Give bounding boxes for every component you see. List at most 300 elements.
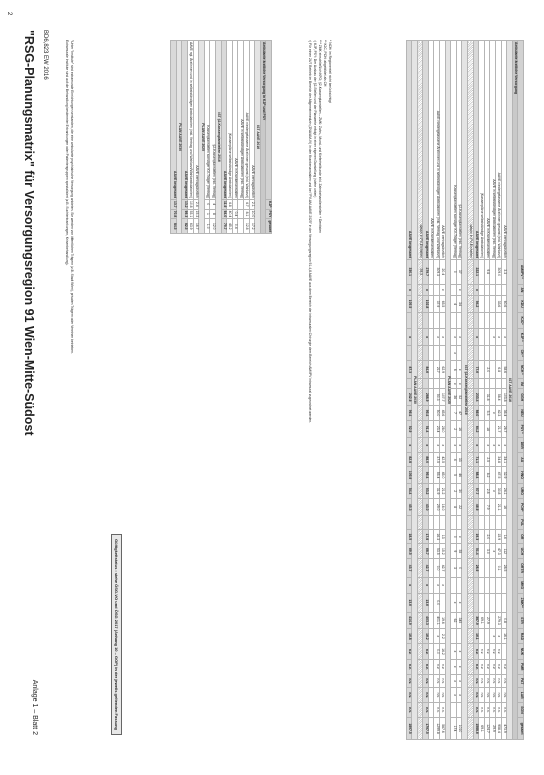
- table-cell: 88.4: [473, 467, 479, 484]
- table-row: [468, 41, 474, 740]
- table-cell: [468, 559, 474, 577]
- row-label: AAVE vertragsärztlich: [193, 41, 199, 200]
- table-cell: 2.0: [484, 361, 490, 379]
- table-cell: [456, 702, 462, 717]
- table-cell: 5.3: [484, 406, 490, 421]
- table-cell: [490, 577, 496, 593]
- table-cell: [479, 544, 485, 559]
- table-cell: 63.9: [188, 219, 194, 234]
- table-cell: [434, 516, 440, 530]
- table-cell: [406, 346, 412, 361]
- column-header: CH *: [518, 346, 524, 361]
- table-cell: [501, 284, 507, 296]
- table-cell: [490, 516, 496, 530]
- table-cell: [479, 467, 485, 484]
- table-cell: [417, 702, 423, 717]
- table-cell: 10.0: [250, 210, 255, 218]
- table-cell: 29.9: [490, 718, 496, 740]
- table-cell: 37.9: [434, 296, 440, 313]
- table-cell: 88.0: [423, 453, 429, 467]
- table-row: [428, 41, 434, 740]
- table-cell: 9.8: [484, 259, 490, 284]
- table-cell: 19.6: [440, 612, 446, 629]
- footnote-line: ¹) KJP, PSY: Der Ausbau der §2-Stellen und der Planwerte erfolgt in einer eigenen Darstellung (siehe unten): [313, 40, 317, 198]
- table-cell: n.v.: [406, 688, 412, 703]
- table-cell: [417, 577, 423, 593]
- table-row: [479, 41, 485, 740]
- table-cell: 473.9: [501, 718, 507, 740]
- table-cell: [468, 312, 474, 328]
- table-cell: n.v.: [434, 659, 440, 674]
- table-cell: [417, 329, 423, 346]
- table-cell: 34.8: [496, 453, 502, 467]
- row-label: AAVE ngl. Ärztinnen und in selbstständigen Ambulatorien (inkl. Vertrag und Wahlarzt/Wahlambulatorien): [189, 42, 194, 198]
- table-cell: x: [434, 577, 440, 593]
- table-cell: 96.4: [406, 406, 412, 421]
- table-cell: [468, 420, 474, 437]
- table-cell: 28.6: [473, 559, 479, 577]
- table-cell: [417, 361, 423, 379]
- column-header: KJP *: [518, 329, 524, 346]
- total-row: [182, 41, 188, 234]
- table-cell: 6: [451, 361, 457, 379]
- table-cell: n.v.: [406, 702, 412, 717]
- table-cell: 16: [501, 499, 507, 516]
- table-cell: [496, 516, 502, 530]
- table-cell: 8.1: [244, 209, 250, 219]
- subsection-row: [462, 41, 468, 740]
- table-cell: 65.5: [440, 296, 446, 313]
- column-header: HNO: [518, 467, 524, 484]
- table-cell: [468, 259, 474, 284]
- table-cell: [496, 312, 502, 328]
- row-label: davon in PV-Einheiten: [417, 41, 423, 260]
- table-cell: 43.7: [406, 559, 412, 577]
- table-cell: 8.2: [484, 467, 490, 484]
- row-label: AAVE in selbstständigen Ambulatorien (inkl. Vertrag): [238, 41, 244, 200]
- table-cell: [428, 577, 434, 593]
- table-cell: n.v.: [434, 688, 440, 703]
- table-cell: 47.3: [496, 544, 502, 559]
- table-cell: x: [440, 438, 446, 453]
- table-cell: 46: [456, 467, 462, 484]
- table-cell: 401.1: [434, 612, 440, 629]
- table-cell: [440, 312, 446, 328]
- table-cell: n.v.: [501, 674, 507, 688]
- table-cell: n.v.: [484, 644, 490, 659]
- table-cell: [428, 296, 434, 313]
- table-cell: 0.0: [434, 644, 440, 659]
- table-cell: 15.3: [194, 210, 199, 218]
- table-cell: [417, 379, 423, 389]
- table-cell: [417, 406, 423, 421]
- table-cell: [490, 499, 496, 516]
- table-cell: 0.0: [434, 593, 440, 612]
- table-cell: 414.9: [406, 612, 412, 629]
- table-cell: x: [423, 577, 429, 593]
- table-cell: [468, 389, 474, 406]
- table-cell: x: [473, 329, 479, 346]
- table-cell: 58.4: [496, 389, 502, 406]
- table-cell: [490, 593, 496, 612]
- table-cell: [501, 577, 507, 593]
- table-cell: 69.1: [479, 718, 485, 740]
- table-cell: [417, 499, 423, 516]
- row-label: AAVE insgesamt: [171, 41, 177, 200]
- table-cell: [417, 420, 423, 437]
- table-cell: [406, 312, 412, 328]
- table-cell: [417, 544, 423, 559]
- row-label: PLAN AAVE 2025: [199, 41, 205, 234]
- table-cell: 23.4: [434, 420, 440, 437]
- table-cell: x: [456, 284, 462, 296]
- total-row: [423, 41, 429, 740]
- table-cell: [479, 559, 485, 577]
- table-cell: [451, 577, 457, 593]
- column-header: KJP: [267, 200, 272, 208]
- table-cell: x: [406, 577, 412, 593]
- row-label: Ambulante ärztliche Versorgung in KJP und PSY: [260, 41, 266, 234]
- table-cell: [468, 612, 474, 629]
- table-cell: [417, 389, 423, 406]
- table-cell: [479, 577, 485, 593]
- subsection-row: [445, 41, 451, 740]
- table-cell: n.v.: [473, 674, 479, 688]
- table-cell: 29.0: [434, 499, 440, 516]
- table-cell: 50.3: [434, 389, 440, 406]
- table-cell: [496, 346, 502, 361]
- table-cell: [468, 702, 474, 717]
- table-cell: [468, 361, 474, 379]
- table-cell: [473, 379, 479, 389]
- row-label: (Kassenpläne selbstständige Ambulatorien): [227, 41, 233, 200]
- row-label: §2-Kassenplanstellen (inkl. Vertrag): [456, 41, 462, 260]
- table-cell: n.v.: [496, 659, 502, 674]
- table-cell: 69.1: [479, 612, 485, 629]
- table-cell: 174: [451, 718, 457, 740]
- table-cell: x: [496, 629, 502, 644]
- table-row: [440, 41, 446, 740]
- header-blank: [518, 41, 524, 260]
- table-cell: [451, 312, 457, 328]
- table-cell: n.v.: [440, 674, 446, 688]
- table-cell: 403.3: [423, 612, 429, 629]
- table-row: [244, 41, 250, 234]
- table-cell: [428, 544, 434, 559]
- table-cell: 82.8: [406, 453, 412, 467]
- table-cell: 330.1: [406, 259, 412, 284]
- table-cell: n.v.: [484, 674, 490, 688]
- table-cell: [479, 438, 485, 453]
- table-cell: 69.3: [183, 210, 188, 218]
- validity-note-box: Gültigkeitstatus : siehe ÖSG-VO und ÖSG 2017 (Anhang 10 – GOP) in der jeweils geltenden Fassung: [111, 534, 122, 735]
- header-blank: [266, 41, 272, 200]
- table-cell: [484, 296, 490, 313]
- table-cell: [428, 702, 434, 717]
- table-cell: [468, 577, 474, 593]
- table-cell: [496, 577, 502, 593]
- table-cell: 112: [501, 544, 507, 559]
- column-header: LAB: [518, 688, 524, 703]
- table-cell: [238, 199, 244, 209]
- table-cell: 105.5: [406, 296, 412, 313]
- table-cell: x: [440, 284, 446, 296]
- table-cell: 28.5: [501, 559, 507, 577]
- table-cell: n.v.: [406, 674, 412, 688]
- table-cell: n.v.: [423, 702, 429, 717]
- table-cell: 2.8: [484, 483, 490, 498]
- table-cell: [473, 312, 479, 328]
- table-cell: [473, 593, 479, 612]
- table-cell: 13.6: [406, 593, 412, 612]
- table-cell: [428, 467, 434, 484]
- table-cell: [434, 312, 440, 328]
- table-cell: 42.7: [423, 559, 429, 577]
- table-cell: 24.1: [501, 483, 507, 498]
- table-cell: 1588.6: [473, 718, 479, 740]
- table-cell: 68.7: [423, 544, 429, 559]
- table-cell: 45.0: [440, 467, 446, 484]
- column-header: IM: [518, 379, 524, 389]
- table-cell: x: [490, 483, 496, 498]
- table-cell: x: [451, 593, 457, 612]
- table-cell: 124.7: [484, 718, 490, 740]
- table-cell: 52: [456, 389, 462, 406]
- table-cell: 64.2: [473, 420, 479, 437]
- table-cell: 87.3: [406, 361, 412, 379]
- table-cell: 7: [451, 406, 457, 421]
- table-cell: 1797.5: [423, 718, 429, 740]
- table-cell: n.v.: [479, 659, 485, 674]
- table-cell: 9: [451, 544, 457, 559]
- table-cell: x: [451, 644, 457, 659]
- subsection-row: [199, 41, 205, 234]
- table-cell: 0.8: [501, 612, 507, 629]
- table-cell: 47.5: [496, 467, 502, 484]
- header-row: [266, 41, 272, 234]
- table-cell: 57.7: [473, 483, 479, 498]
- table-cell: 16.7: [193, 219, 199, 234]
- table-cell: 58.6: [501, 361, 507, 379]
- table-cell: n.v.: [406, 659, 412, 674]
- table-cell: x: [456, 659, 462, 674]
- table-cell: 42.5: [440, 453, 446, 467]
- table-cell: [468, 593, 474, 612]
- table-cell: [490, 530, 496, 544]
- table-cell: 2.5: [484, 453, 490, 467]
- table-cell: 21.1: [496, 499, 502, 516]
- table-cell: x: [484, 438, 490, 453]
- table-cell: [428, 612, 434, 629]
- table-cell: 34.1: [501, 453, 507, 467]
- table-cell: [428, 453, 434, 467]
- table-cell: [484, 593, 490, 612]
- table-row: [193, 41, 199, 234]
- table-cell: 0.1: [496, 559, 502, 577]
- table-cell: 53.1: [189, 210, 194, 218]
- table-cell: x: [406, 284, 412, 296]
- table-cell: [479, 296, 485, 313]
- table-cell: [434, 284, 440, 296]
- table-cell: [479, 483, 485, 498]
- table-cell: [417, 688, 423, 703]
- table-cell: 54.4: [406, 483, 412, 498]
- table-cell: [496, 379, 502, 389]
- table-cell: [423, 312, 429, 328]
- table-cell: x: [456, 379, 462, 389]
- table-cell: 2: [451, 420, 457, 437]
- table-cell: 50.0: [434, 406, 440, 421]
- table-cell: [468, 530, 474, 544]
- table-cell: x: [440, 329, 446, 346]
- table-cell: [232, 199, 238, 209]
- table-cell: x: [456, 688, 462, 703]
- table-cell: 51.4: [473, 544, 479, 559]
- table-cell: n.v.: [490, 702, 496, 717]
- total-row: [406, 41, 412, 740]
- table-cell: 0.0: [434, 559, 440, 577]
- table-cell: [417, 346, 423, 361]
- table-cell: 42.7: [440, 559, 446, 577]
- row-label: AAVE vertragsärztlich: [501, 41, 507, 260]
- table-cell: 51.4: [423, 420, 429, 437]
- table-cell: [496, 284, 502, 296]
- table-cell: n.v.: [496, 644, 502, 659]
- subsection-row: [255, 41, 261, 234]
- table-cell: 33.6: [496, 296, 502, 313]
- table-cell: n.v.: [473, 688, 479, 703]
- table-cell: n.v.: [440, 702, 446, 717]
- table-cell: [428, 644, 434, 659]
- table-cell: [428, 516, 434, 530]
- table-cell: 36: [451, 389, 457, 406]
- table-cell: 43.0: [423, 499, 429, 516]
- table-header: [266, 41, 272, 234]
- column-header: PCH*: [518, 499, 524, 516]
- table-cell: x: [423, 329, 429, 346]
- table-cell: 42.3: [496, 406, 502, 421]
- table-cell: [501, 644, 507, 659]
- table-cell: x: [451, 438, 457, 453]
- table-cell: [440, 379, 446, 389]
- table-cell: 14: [501, 530, 507, 544]
- table-cell: [428, 593, 434, 612]
- table-cell: [417, 593, 423, 612]
- table-cell: 107.7: [440, 389, 446, 406]
- table-cell: [473, 346, 479, 361]
- table-cell: n.v.: [440, 688, 446, 703]
- table-cell: n.v.: [484, 659, 490, 674]
- table-row: [232, 41, 238, 234]
- footnotes: [307, 40, 332, 730]
- annex-label: Anlage 1 – Blatt 2: [31, 679, 38, 735]
- table-cell: [490, 361, 496, 379]
- row-label: IST AAVE 2016: [255, 41, 261, 234]
- table-cell: x: [501, 329, 507, 346]
- table-cell: 222.1: [473, 259, 479, 284]
- table-cell: [428, 688, 434, 703]
- table-cell: [428, 530, 434, 544]
- table-cell: 62.9: [440, 361, 446, 379]
- table-cell: 17.8: [423, 530, 429, 544]
- table-cell: 16.0: [440, 499, 446, 516]
- table-cell: [468, 629, 474, 644]
- table-cell: [479, 312, 485, 328]
- table-body: [171, 41, 266, 234]
- table-cell: n.v.: [479, 644, 485, 659]
- subsection-row: [176, 41, 182, 234]
- table-cell: [423, 516, 429, 530]
- table-cell: [490, 284, 496, 296]
- table-cell: x: [501, 438, 507, 453]
- row-label: AAVE insgesamt: [406, 41, 412, 260]
- table-cell: x: [490, 544, 496, 559]
- table-row: [210, 41, 216, 234]
- table-cell: 30.8: [496, 483, 502, 498]
- table-cell: n.v.: [406, 644, 412, 659]
- table-cell: n.v.: [473, 659, 479, 674]
- footnote-line: ²) Für einen 24/7 Betrieb im Bereich der Allgemeinmedizin (ZNA/AM-IV) in den Krankenanstalten und bei "PV-AM-AAVE 2025" in der Versorgungsregion 91-4,8 AAVE aus dem Bereich der intramuralen Chirurgie dem Bereich AM/IPV intramural zugeordnet werden.: [308, 40, 312, 424]
- table-cell: 16.1: [473, 629, 479, 644]
- column-header: ORTR: [518, 559, 524, 577]
- table-cell: x: [456, 593, 462, 612]
- row-label: IST §2-Kassenplanstellen 2016: [216, 41, 222, 234]
- table-cell: 279.3: [496, 612, 502, 629]
- table-cell: n.v.: [484, 702, 490, 717]
- table-cell: x: [406, 329, 412, 346]
- table-cell: 77.6: [473, 361, 479, 379]
- table-cell: [468, 406, 474, 421]
- table-cell: n.v.: [423, 644, 429, 659]
- table-cell: n.v.: [490, 659, 496, 674]
- table-cell: 345: [456, 612, 462, 629]
- table-cell: [417, 612, 423, 629]
- table-cell: [417, 629, 423, 644]
- table-row: [484, 41, 490, 740]
- table-cell: [479, 346, 485, 361]
- row-label: AAVE in Krankenanstalten: [484, 41, 490, 260]
- table-cell: [428, 406, 434, 421]
- section-row: [260, 41, 266, 234]
- row-label: §2-Kassenplanstellen (inkl. Vertrag): [210, 41, 216, 200]
- total-row: [171, 41, 177, 234]
- table-cell: 3.0: [484, 544, 490, 559]
- table-cell: 34: [456, 296, 462, 313]
- table-cell: [428, 346, 434, 361]
- footnote-line: *** ZMK einschließlich KFO; §2-Kassenplanstellen – ZMK: Zahn-, Mund- und Kieferheilkunde inkl. Zahnbehandlerstellen + Dentisten: [318, 40, 322, 233]
- table-cell: [479, 389, 485, 406]
- table-cell: 103.8: [501, 389, 507, 406]
- table-cell: 105.9: [406, 467, 412, 484]
- table-cell: x: [451, 674, 457, 688]
- table-cell: [428, 312, 434, 328]
- total-row: [473, 41, 479, 740]
- table-cell: [490, 346, 496, 361]
- table-cell: 86.0: [473, 406, 479, 421]
- table-cell: [417, 559, 423, 577]
- table-cell: [484, 559, 490, 577]
- table-cell: 1897.5: [406, 718, 412, 740]
- column-header: KDU: [518, 296, 524, 313]
- subsection-row: [412, 41, 418, 740]
- table-cell: [479, 361, 485, 379]
- planning-matrix-table: [406, 40, 524, 740]
- table-cell: [484, 312, 490, 328]
- subsection-row: [507, 41, 513, 740]
- table-cell: 1010: [456, 718, 462, 740]
- table-cell: 84.6: [423, 361, 429, 379]
- table-cell: [428, 379, 434, 389]
